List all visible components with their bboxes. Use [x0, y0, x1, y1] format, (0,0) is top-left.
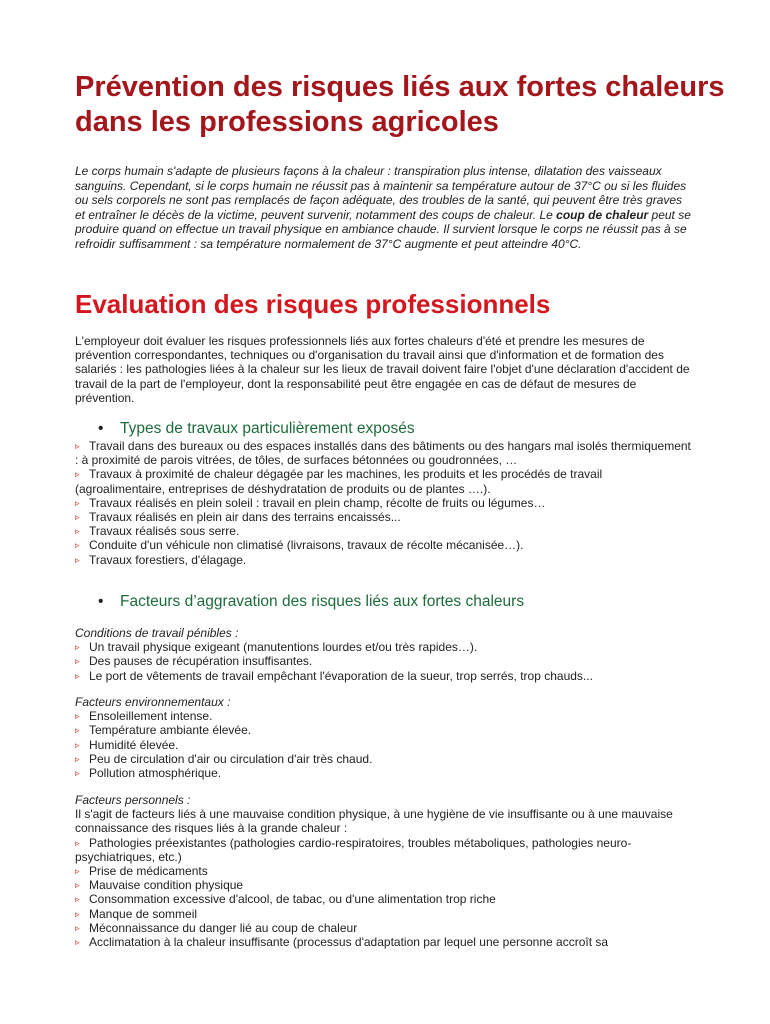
- subsection-title-types: [98, 419, 415, 439]
- arrow-bullet-icon: ▹: [75, 554, 80, 565]
- list-item-text: Un travail physique exigeant (manutentions lourdes et/ou très rapides…).: [89, 640, 478, 655]
- list-item: [75, 538, 695, 552]
- subsection-title-text: Facteurs d’aggravation des risques liés aux fortes chaleurs: [120, 593, 525, 610]
- list-item-text: Température ambiante élevée.: [89, 723, 252, 738]
- section-title: Evaluation des risques professionnels: [75, 289, 551, 319]
- list-item: [75, 752, 695, 766]
- subsection-title-facteurs: [98, 592, 524, 612]
- intro-paragraph: [75, 164, 695, 251]
- section-paragraph: L'employeur doit évaluer les risques professionnels liés aux fortes chaleurs d'été et prendre les mesures de prévention correspondantes, techniques ou d'organisation du travail ainsi que d'information et de formation des salariés : les pathologies liées à la chaleur sur les lieux de travail doivent faire l'objet d'une déclaration d'accident de travail de la part de l'employeur, dont la responsabilité peut être engagée en cas de défaut de mesures de prévention.: [75, 334, 690, 405]
- list-item-text: Humidité élevée.: [89, 737, 179, 752]
- arrow-bullet-icon: ▹: [75, 540, 80, 551]
- list-item: [75, 864, 695, 878]
- list-item-text: Acclimatation à la chaleur insuffisante (processus d'adaptation par lequel une personne accroît sa: [89, 935, 609, 950]
- list-item-text: Pollution atmosphérique.: [89, 766, 222, 781]
- group-intro: Il s'agit de facteurs liés à une mauvaise condition physique, à une hygiène de vie insuffisante ou à une mauvaise connaissance des risques liés à la grande chaleur :: [75, 807, 673, 836]
- arrow-bullet-icon: ▹: [75, 894, 80, 905]
- intro-text-2: peut se produire quand on effectue un travail physique en ambiance chaude. Il survient lorsque le corps ne réussit pas à se refroidir suffisamment : sa température normalement de 37°C augmente et peut atteindre 40°C.: [75, 207, 691, 251]
- list-item: [75, 553, 695, 567]
- bullet-icon: •: [98, 593, 104, 610]
- types-list: [75, 439, 695, 567]
- list-item: [75, 892, 695, 906]
- arrow-bullet-icon: ▹: [75, 725, 80, 736]
- arrow-bullet-icon: ▹: [75, 656, 80, 667]
- subsection-title-text: Types de travaux particulièrement exposés: [120, 420, 415, 437]
- list-item: [75, 467, 695, 495]
- intro-text-1: Le corps humain s'adapte de plusieurs façons à la chaleur : transpiration plus intense, dilatation des vaisseaux sanguins. Cependant, si le corps humain ne réussit pas à maintenir sa température autour de 37°C ou si les fluides ou sels corporels ne sont pas remplacés de façon adéquate, des troubles de la santé, qui peuvent être très graves et entraîner le décès de la victime, peuvent survenir, notamment des coups de chaleur. Le: [75, 164, 687, 222]
- arrow-bullet-icon: ▹: [75, 753, 80, 764]
- arrow-bullet-icon: ▹: [75, 642, 80, 653]
- conditions-group: [75, 626, 695, 683]
- arrow-bullet-icon: ▹: [75, 512, 80, 523]
- list-item-text: Conduite d'un véhicule non climatisé (livraisons, travaux de récolte mécanisée…).: [89, 538, 524, 553]
- arrow-bullet-icon: ▹: [75, 497, 80, 508]
- list-item: [75, 878, 695, 892]
- arrow-bullet-icon: ▹: [75, 526, 80, 537]
- bullet-icon: •: [98, 420, 104, 437]
- list-item: [75, 935, 695, 949]
- arrow-bullet-icon: ▹: [75, 441, 80, 451]
- list-item: [75, 524, 695, 538]
- list-item: [75, 496, 695, 510]
- arrow-bullet-icon: ▹: [75, 880, 80, 891]
- list-item: [75, 907, 695, 921]
- arrow-bullet-icon: ▹: [75, 937, 80, 948]
- group-label: Facteurs personnels :: [75, 793, 191, 807]
- personnels-group: [75, 793, 695, 949]
- list-item: [75, 510, 695, 524]
- arrow-bullet-icon: ▹: [75, 922, 80, 933]
- list-item: [75, 723, 695, 737]
- arrow-bullet-icon: ▹: [75, 908, 80, 919]
- list-item-text: Ensoleillement intense.: [89, 709, 213, 724]
- group-label: Conditions de travail pénibles :: [75, 626, 239, 640]
- arrow-bullet-icon: ▹: [75, 670, 80, 681]
- list-item: [75, 640, 695, 654]
- arrow-bullet-icon: ▹: [75, 866, 80, 877]
- list-item: [75, 738, 695, 752]
- arrow-bullet-icon: ▹: [75, 739, 80, 750]
- list-item: [75, 836, 695, 864]
- list-item-text: Prise de médicaments: [89, 864, 208, 879]
- list-item: [75, 921, 695, 935]
- intro-bold-term: coup de chaleur: [556, 207, 649, 222]
- list-item: [75, 709, 695, 723]
- list-item-text: Consommation excessive d'alcool, de tabac, ou d'une alimentation trop riche: [89, 892, 496, 907]
- list-item-text: Peu de circulation d'air ou circulation d'air très chaud.: [89, 751, 373, 766]
- list-item-text: Des pauses de récupération insuffisantes.: [89, 654, 313, 669]
- page-title: Prévention des risques liés aux fortes chaleurs dans les professions agricoles: [75, 71, 725, 138]
- list-item-text: Manque de sommeil: [89, 906, 198, 921]
- list-item: [75, 766, 695, 780]
- list-item-text: Travaux forestiers, d'élagage.: [89, 552, 247, 567]
- list-item-text: Travaux réalisés sous serre.: [89, 524, 240, 539]
- group-label: Facteurs environnementaux :: [75, 695, 231, 709]
- arrow-bullet-icon: ▹: [75, 837, 80, 848]
- list-item-text: Travail dans des bureaux ou des espaces installés dans des bâtiments ou des hangars mal isolés thermiquement : à proximité de parois vitrées, de tôles, de surfaces bétonnées ou goudronnées, …: [75, 439, 691, 468]
- list-item: [75, 439, 695, 467]
- list-item-text: Méconnaissance du danger lié au coup de chaleur: [89, 920, 358, 935]
- list-item: [75, 669, 695, 683]
- list-item-text: Travaux réalisés en plein air dans des terrains encaissés...: [89, 510, 401, 525]
- arrow-bullet-icon: ▹: [75, 469, 80, 480]
- list-item-text: Travaux à proximité de chaleur dégagée par les machines, les produits et les procédés de travail (agroalimentaire, entreprises de déshydratation de produits ou de plantes ….).: [75, 467, 603, 496]
- list-item-text: Pathologies préexistantes (pathologies cardio-respiratoires, troubles métaboliques, pathologies neuro-psychiatriques, etc.): [75, 835, 632, 864]
- arrow-bullet-icon: ▹: [75, 768, 80, 779]
- list-item-text: Le port de vêtements de travail empêchant l'évaporation de la sueur, trop serrés, trop chauds...: [89, 668, 593, 683]
- arrow-bullet-icon: ▹: [75, 711, 80, 722]
- list-item-text: Mauvaise condition physique: [89, 878, 244, 893]
- list-item: [75, 654, 695, 668]
- environnement-group: [75, 695, 695, 780]
- list-item-text: Travaux réalisés en plein soleil : travail en plein champ, récolte de fruits ou légumes…: [89, 495, 546, 510]
